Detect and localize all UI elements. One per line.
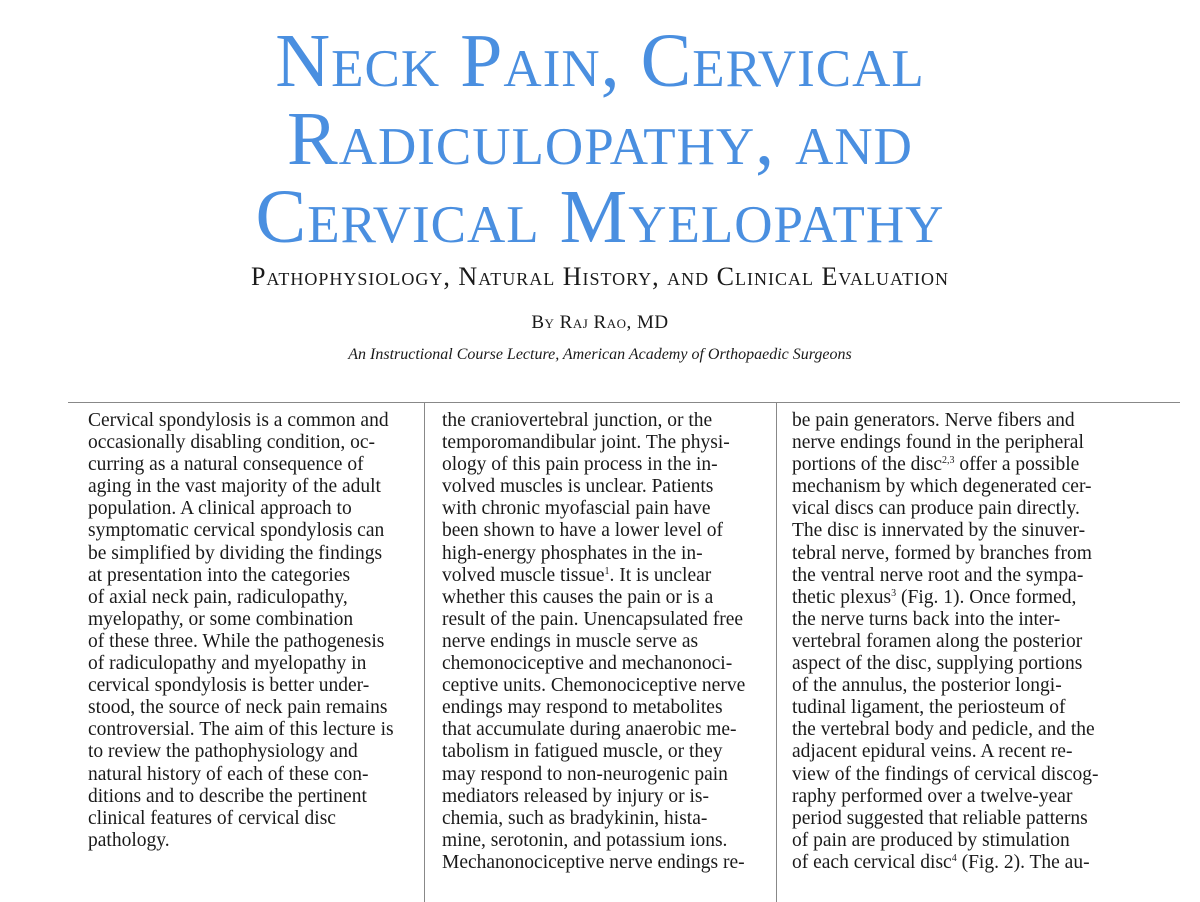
text-line: mediators released by injury or is-	[442, 785, 709, 807]
text-line: the craniovertebral junction, or the	[442, 410, 713, 431]
text-line: curring as a natural consequence of	[88, 454, 364, 476]
text-line: raphy performed over a twelve-year	[792, 785, 1073, 807]
course-note: An Instructional Course Lecture, American Academy of Orthopaedic Surgeons	[348, 346, 852, 363]
text-line: adjacent epidural veins. A recent re-	[792, 741, 1073, 763]
text-line: clinical features of cervical disc	[88, 807, 336, 829]
text-line: vical discs can produce pain directly.	[792, 498, 1080, 520]
text-column-2	[442, 410, 762, 874]
text-line: temporomandibular joint. The physi-	[442, 432, 730, 454]
text-line: ceptive units. Chemonociceptive nerve	[442, 675, 746, 697]
text-line: ditions and to describe the pertinent	[88, 785, 367, 807]
text-line: chemia, such as bradykinin, hista-	[442, 807, 708, 829]
text-line: of radiculopathy and myelopathy in	[88, 653, 367, 675]
text-line: stood, the source of neck pain remains	[88, 697, 388, 719]
text-line: been shown to have a lower level of	[442, 520, 724, 542]
text-line: may respond to non-neurogenic pain	[442, 763, 728, 785]
text-line: population. A clinical approach to	[88, 498, 352, 520]
text-line: period suggested that reliable patterns	[792, 807, 1088, 829]
text-line: cervical spondylosis is better under-	[88, 675, 370, 697]
title-line-3: Cervical Myelopathy	[255, 175, 945, 259]
text-line: the nerve turns back into the inter-	[792, 608, 1061, 630]
text-fragment: offer a possible	[954, 454, 1080, 476]
text-fragment: portions of the disc	[792, 454, 943, 476]
text-line: The disc is innervated by the sinuver-	[792, 520, 1086, 542]
text-line: controversial. The aim of this lecture is	[88, 719, 394, 741]
text-line: of axial neck pain, radiculopathy,	[88, 586, 348, 608]
text-line: be simplified by dividing the findings	[88, 542, 383, 564]
citation-marker: 1	[604, 565, 610, 577]
text-line: symptomatic cervical spondylosis can	[88, 520, 385, 542]
text-line: result of the pain. Unencapsulated free	[442, 608, 744, 630]
text-line: Cervical spondylosis is a common and	[88, 410, 389, 431]
text-line: mechanism by which degenerated cer-	[792, 476, 1092, 498]
text-line-with-citation	[792, 587, 1122, 609]
text-line: whether this causes the pain or is a	[442, 586, 714, 608]
text-line: high-energy phosphates in the in-	[442, 542, 703, 564]
text-line: tabolism in fatigued muscle, or they	[442, 741, 723, 763]
text-line: with chronic myofascial pain have	[442, 498, 711, 520]
text-line: be pain generators. Nerve fibers and	[792, 410, 1075, 431]
text-line-with-citation	[792, 852, 1122, 874]
text-column-1	[88, 410, 408, 852]
text-line: view of the findings of cervical discog-	[792, 763, 1099, 785]
text-line: of the annulus, the posterior longi-	[792, 675, 1062, 697]
text-line: nerve endings found in the peripheral	[792, 432, 1084, 454]
text-line: occasionally disabling condition, oc-	[88, 432, 376, 454]
citation-marker: 4	[951, 852, 957, 864]
text-line: aspect of the disc, supplying portions	[792, 653, 1083, 675]
citation-marker: 2,3	[942, 455, 955, 467]
text-line: to review the pathophysiology and	[88, 741, 358, 763]
text-line: aging in the vast majority of the adult	[88, 476, 381, 498]
article-subtitle: Pathophysiology, Natural History, and Clinical Evaluation	[250, 262, 950, 291]
text-line: at presentation into the categories	[88, 564, 351, 586]
text-line: tudinal ligament, the periosteum of	[792, 697, 1066, 719]
text-line-with-citation	[792, 454, 1122, 476]
text-line: nerve endings in muscle serve as	[442, 630, 699, 652]
title-line-2: Radiculopathy, and	[287, 97, 913, 181]
text-line: natural history of each of these con-	[88, 763, 369, 785]
text-fragment: volved muscle tissue	[442, 564, 605, 586]
text-line: vertebral foramen along the posterior	[792, 630, 1083, 652]
text-line: chemonociceptive and mechanonoci-	[442, 653, 733, 675]
text-fragment: . It is unclear	[609, 564, 712, 586]
text-fragment: (Fig. 2). The au-	[956, 851, 1090, 873]
text-line: myelopathy, or some combination	[88, 608, 354, 630]
text-line: endings may respond to metabolites	[442, 697, 723, 719]
title-line-1: Neck Pain, Cervical	[275, 19, 925, 103]
text-line: of these three. While the pathogenesis	[88, 630, 385, 652]
text-line: the ventral nerve root and the sympa-	[792, 564, 1084, 586]
text-line: the vertebral body and pedicle, and the	[792, 719, 1095, 741]
text-line: tebral nerve, formed by branches from	[792, 542, 1092, 564]
author-byline: By Raj Rao, MD	[531, 312, 669, 333]
text-line: of pain are produced by stimulation	[792, 829, 1070, 851]
text-line: pathology.	[88, 829, 170, 851]
text-line: Mechanonociceptive nerve endings re-	[442, 851, 745, 873]
text-fragment: of each cervical disc	[792, 851, 952, 873]
text-line: that accumulate during anaerobic me-	[442, 719, 737, 741]
text-line: volved muscles is unclear. Patients	[442, 476, 714, 498]
text-fragment: (Fig. 1). Once formed,	[896, 586, 1077, 608]
text-line: ology of this pain process in the in-	[442, 454, 718, 476]
text-fragment: thetic plexus	[792, 586, 892, 608]
text-line: mine, serotonin, and potassium ions.	[442, 829, 728, 851]
column-divider-2	[776, 402, 777, 902]
article-title	[0, 19, 1200, 259]
column-divider-1	[424, 402, 425, 902]
text-column-3	[792, 410, 1122, 874]
text-line-with-citation	[442, 565, 762, 587]
citation-marker: 3	[891, 587, 897, 599]
header-rule	[68, 402, 1180, 403]
